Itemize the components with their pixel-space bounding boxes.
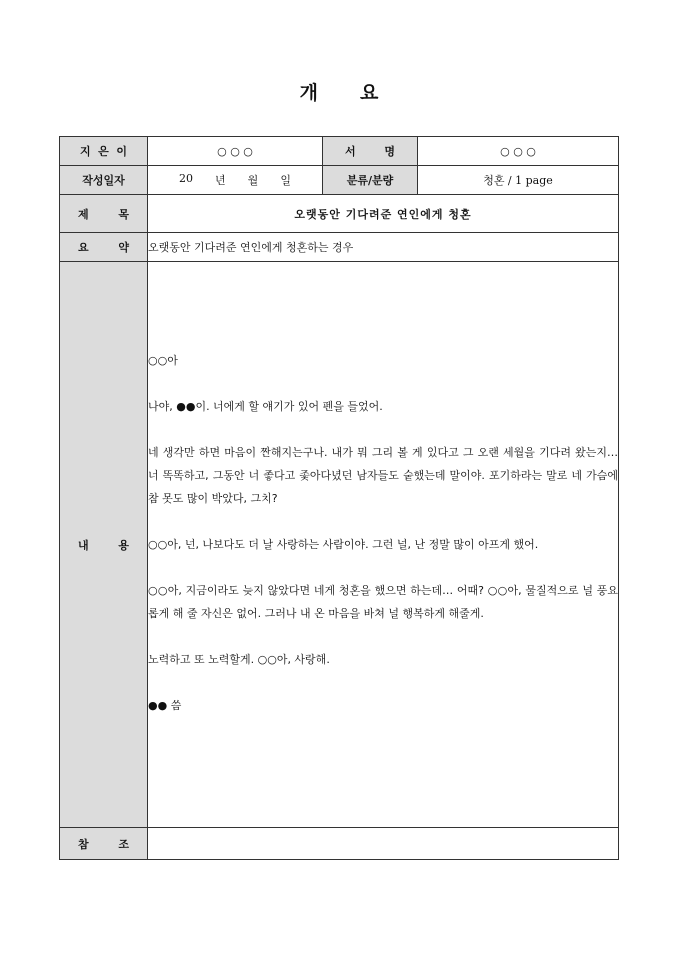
row-subject xyxy=(60,195,619,233)
content-label xyxy=(60,262,148,828)
subject-label xyxy=(60,195,148,233)
signature-label-char-2: 명 xyxy=(384,145,395,158)
content-body xyxy=(148,262,619,828)
author-label-char-1: 지 xyxy=(80,145,91,158)
subject-value: 오랫동안 기다려준 연인에게 청혼 xyxy=(148,195,619,233)
summary-label-char-2: 약 xyxy=(118,241,129,254)
signature-label xyxy=(323,137,418,166)
page-title-char-1: 개 xyxy=(299,82,320,104)
row-author xyxy=(60,137,619,166)
date-year-unit: 년 xyxy=(215,174,226,187)
summary-value: 오랫동안 기다려준 연인에게 청혼하는 경우 xyxy=(148,233,619,262)
author-value: ○ ○ ○ xyxy=(148,137,323,166)
author-label-char-2: 은 xyxy=(98,145,109,158)
signature-value: ○ ○ ○ xyxy=(418,137,619,166)
reference-value xyxy=(148,828,619,860)
date-day-unit: 일 xyxy=(280,174,291,187)
signature-label-char-1: 서 xyxy=(345,145,356,158)
content-label-char-2: 용 xyxy=(118,538,129,552)
date-month-unit: 월 xyxy=(247,174,259,187)
author-label xyxy=(60,137,148,166)
summary-form-table xyxy=(59,136,619,860)
category-value: 청혼 / 1 page xyxy=(418,166,619,195)
page-title xyxy=(0,78,680,105)
content-paragraph-5: 노력하고 또 노력할게. ○○아, 사랑해. xyxy=(148,653,330,666)
row-date xyxy=(60,166,619,195)
content-paragraph-3: ○○아, 넌, 나보다도 더 날 사랑하는 사람이야. 그런 널, 난 정말 많이 아프게 했어. xyxy=(148,538,539,551)
date-label: 작성일자 xyxy=(60,166,148,195)
content-paragraph-1: 나야, ●●이. 너에게 할 얘기가 있어 펜을 들었어. xyxy=(148,400,383,413)
page-title-char-2: 요 xyxy=(360,82,381,104)
content-paragraph-4: ○○아, 지금이라도 늦지 않았다면 네게 청혼을 했으면 하는데… 어때? ○○아, 물질적으로 널 풍요롭게 해 줄 자신은 없어. 그러나 내 온 마음을 바쳐 널 행복하게 해줄게. xyxy=(148,584,618,620)
summary-label xyxy=(60,233,148,262)
content-label-char-1: 내 xyxy=(78,538,89,552)
row-content xyxy=(60,262,619,828)
category-label: 분류/분량 xyxy=(323,166,418,195)
reference-label xyxy=(60,828,148,860)
subject-label-char-2: 목 xyxy=(118,207,129,221)
subject-label-char-1: 제 xyxy=(78,207,89,221)
date-value xyxy=(148,166,323,195)
content-signoff: ●● 씀 xyxy=(148,699,182,712)
content-paragraph-2: 네 생각만 하면 마음이 짠해지는구나. 내가 뭐 그리 볼 게 있다고 그 오랜 세월을 기다려 왔는지… 너 똑똑하고, 그동안 너 좋다고 좇아다녔던 남자들도 숱했는데 말이야. 포기하라는 말로 네 가슴에 참 못도 많이 박았다, 그치? xyxy=(148,446,618,505)
reference-label-char-2: 조 xyxy=(118,837,129,851)
content-greeting: ○○아 xyxy=(148,354,178,367)
row-summary xyxy=(60,233,619,262)
author-label-char-3: 이 xyxy=(116,145,127,158)
date-year: 20 xyxy=(179,172,193,185)
reference-label-char-1: 참 xyxy=(78,837,89,851)
row-reference xyxy=(60,828,619,860)
summary-label-char-1: 요 xyxy=(78,241,89,254)
